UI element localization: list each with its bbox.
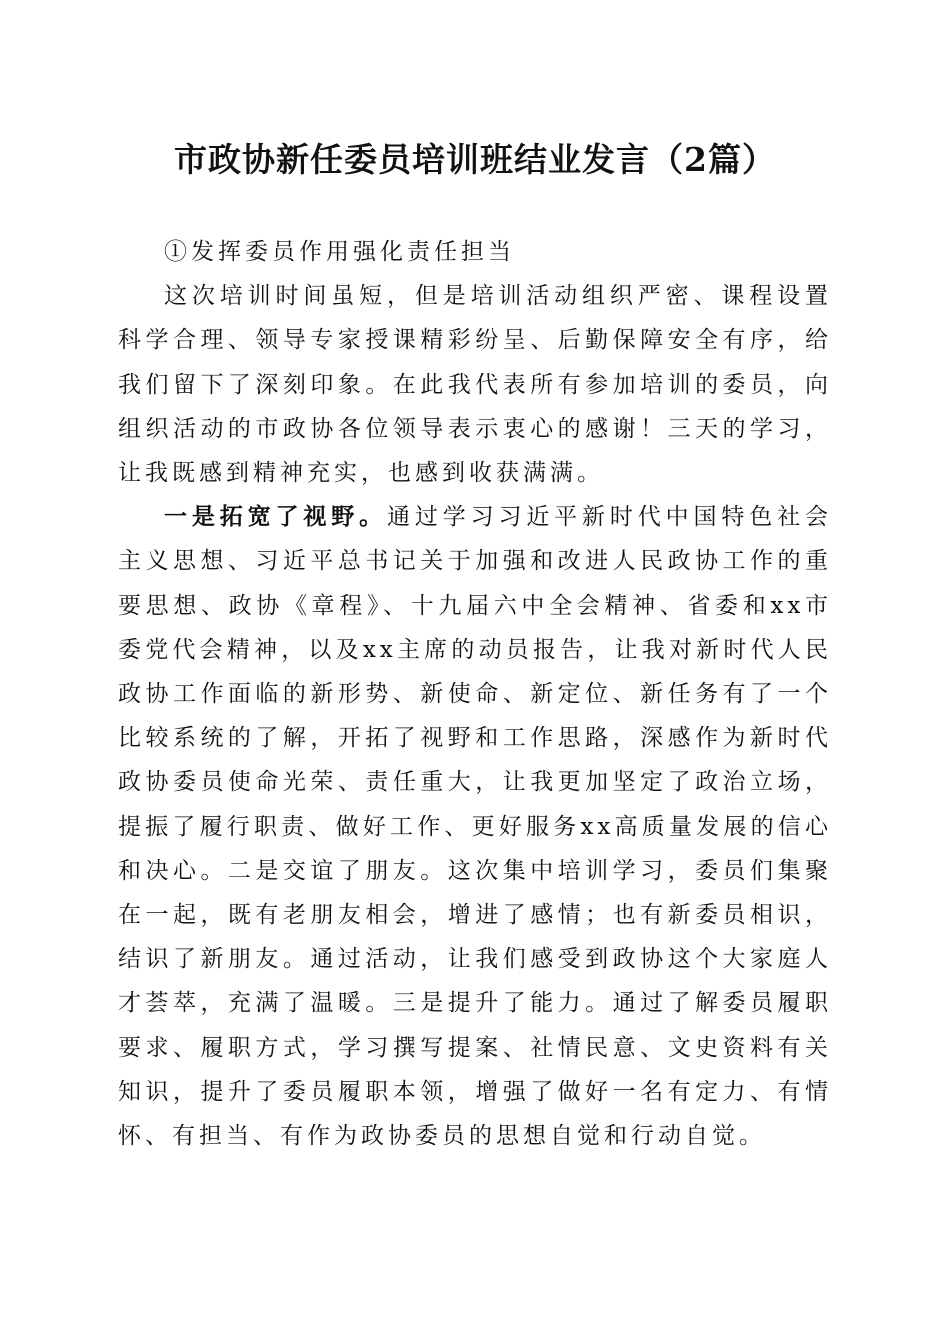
paragraph-2-lead: 一是拓宽了视野。: [164, 503, 387, 531]
document-body: [118, 230, 832, 1158]
paragraph-1: 这次培训时间虽短，但是培训活动组织严密、课程设置科学合理、领导专家授课精彩纷呈、后勤保障安全有序，给我们留下了深刻印象。在此我代表所有参加培训的委员，向组织活动的市政协各位领导表示衷心的感谢！三天的学习，让我既感到精神充实，也感到收获满满。: [118, 283, 832, 487]
document-title: 市政协新任委员培训班结业发言（2篇）: [174, 140, 776, 179]
paragraph-2-body: 通过学习习近平新时代中国特色社会主义思想、习近平总书记关于加强和改进人民政协工作的重要思想、政协《章程》、十九届六中全会精神、省委和xx市委党代会精神，以及xx主席的动员报告，让我对新时代人民政协工作面临的新形势、新使命、新定位、新任务有了一个比较系统的了解，开拓了视野和工作思路，深感作为新时代政协委员使命光荣、责任重大，让我更加坚定了政治立场，提振了履行职责、做好工作、更好服务xx高质量发展的信心和决心。二是交谊了朋友。这次集中培训学习，委员们集聚在一起，既有老朋友相会，增进了感情；也有新委员相识，结识了新朋友。通过活动，让我们感受到政协这个大家庭人才荟萃，充满了温暖。三是提升了能力。通过了解委员履职要求、履职方式，学习撰写提案、社情民意、文史资料有关知识，提升了委员履职本领，增强了做好一名有定力、有情怀、有担当、有作为政协委员的思想自觉和行动自觉。: [118, 504, 833, 1150]
section-heading: ①发挥委员作用强化责任担当: [164, 239, 515, 265]
paragraph-2: [118, 495, 832, 1158]
